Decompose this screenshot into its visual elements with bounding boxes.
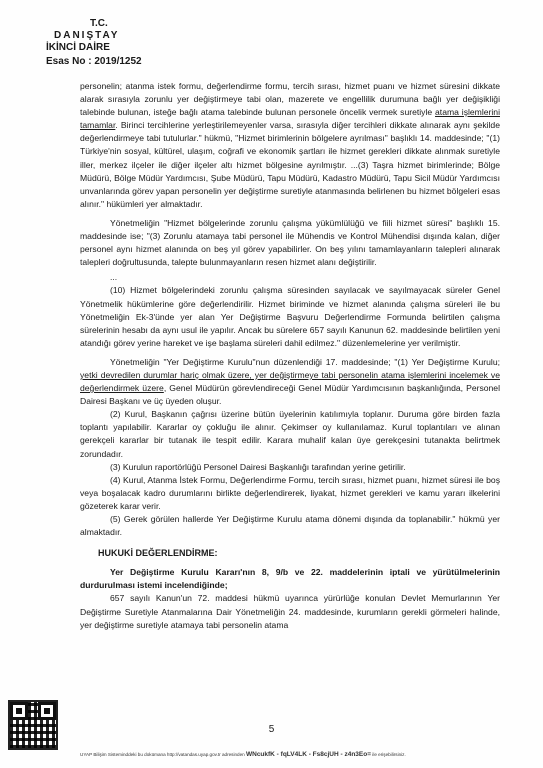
- ellipsis: ...: [110, 272, 118, 283]
- page-number: 5: [268, 724, 275, 735]
- underlined-text: atama işlemlerini tamamlar: [80, 107, 500, 131]
- footer: [80, 752, 510, 758]
- paragraph: 657 sayılı Kanun'un 72. maddesi hükmü uyarınca yürürlüğe konulan Devlet Memurlarının Yer Değiştirme Suretiyle Atanmalarına Dair Yönetmeliğin 24. maddesinde, kurumların gerekli görmeleri halinde, yer değiştirme suretiyle atamaya tabi personelin atama: [80, 593, 500, 630]
- footer-suffix: ile erişebilirsiniz.: [371, 752, 406, 757]
- paragraph: (2) Kurul, Başkanın çağrısı üzerine bütün üyelerinin katılımıyla toplanır. Duruma göre birden fazla toplantı yapılabilir. Kararlar oy çokluğu ile alınır. Çekimser oy kullanılamaz. Kurul toplantıları ve alınan gerekçeli kararlar bir tutanak ile tespit edilir. Karara muhalif kalan üye gerekçesini tutanakta belirtmek zorundadır.: [80, 409, 500, 459]
- header-case-no: Esas No : 2019/1252: [46, 56, 142, 67]
- footer-text: UYAP Bilişim Sisteminddeki bu dokümana http://vatandas.uyap.gov.tr adresinden: [80, 752, 246, 757]
- paragraph: (10) Hizmet bölgelerindeki zorunlu çalışma süresinden sayılacak ve sayılmayacak süreler Genel Yönetmelik hükümlerine göre değerlendirilir. Hizmet biriminde ve hizmet alanında çalışma süreleri ile bu Yönetmeliğin Ek-3'ünde yer alan Yer Değiştirme Başvuru Değerlendirme Formunda belirtilen çalışma sürelerinin hesabı da aynı usul ile yapılır. Ancak bu sürelere 657 sayılı Kanunun 62. maddesinde belirtilen yeni atandığı görev yerine hareket ve işe başlama süreleri dahil edilmez." düzenlemelerine yer verilmiştir.: [80, 285, 500, 348]
- footer-code: WNcukfK - fqLV4LK - Fs8cjUH - z4n3Eo=: [245, 751, 372, 758]
- paragraph: (4) Kurul, Atanma İstek Formu, Değerlendirme Formu, tercih sırası, hizmet puanı, hizmet süresi ile boş veya boşalacak kadro durumlarını birlikte değerlendirerek, liyakat, hizmet gerekleri ve kamu yararı ilkelerini gözeterek karar verir.: [80, 474, 500, 511]
- paragraph: (5) Gerek görülen hallerde Yer Değiştirme Kurulu atama dönemi dışında da toplanabilir." hükmü yer almaktadır.: [80, 514, 500, 538]
- paragraph: (3) Kurulun raportörlüğü Personel Dairesi Başkanlığı tarafından yerine getirilir.: [110, 461, 406, 472]
- header-court: DANIŞTAY: [54, 30, 120, 41]
- document-header: [46, 18, 142, 68]
- paragraph: Yönetmeliğin "Yer Değiştirme Kurulu"nun düzenlendiği 17. maddesinde; "(1) Yer Değiştirme Kurulu; yetki devredilen durumlar hariç olmak üzere, yer değiştirmeye tabi personelin atama işlemlerini incelemek ve değerlendirmek üzere, Genel Müdürün görevlendireceği Genel Müdür Yardımcısının başkanlığında, Personel Dairesi Başkanı ve üç üyeden oluşur.: [80, 356, 500, 407]
- section-title: HUKUKİ DEĞERLENDİRME:: [98, 548, 218, 559]
- paragraph: personelin; atanma istek formu, değerlendirme formu, tercih sırası, hizmet puanı ve hizmet süresini dikkate alarak sırasıyla zorunlu yer değiştirmeye tabi olan, mazerete ve engellilik durumuna bağlı yer değişikliği talebinde bulunan, isteğe bağlı atama talebinde bulunan personele öncelik vermek suretiyle atama işlemlerini tamamlar. Birinci tercihlerine yerleştirilemeyenler varsa, sırasıyla diğer tercihleri dikkate alınarak aynı şekilde değerlendirmeye tabi tutulurlar." hükmü, "Hizmet birimlerinin bölgelere ayrılması" başlıklı 14. maddesinde; "(1) Türkiye'nin sosyal, kültürel, ulaşım, coğrafi ve ekonomik şartları ile hizmet gerekleri dikkate alınmak suretiyle iller, merkez ilçeler ile diğer ilçeler altı hizmet bölgesine ayrılmıştır. ...(3) Taşra hizmet birimlerinde; Bölge Müdürü, Bölge Müdür Yardımcısı, Şube Müdürü, Tapu Müdürü, Kadastro Müdürü, Tapu Sicil Müdür Yardımcısı unvanlarında görev yapan personelin yer değiştirme suretiyle atanmasında belirlenen bu hizmet bölgeleri esas alınır." hükümleri yer almaktadır.: [80, 81, 500, 209]
- document-body: [80, 80, 500, 632]
- header-tc: T.C.: [90, 18, 108, 29]
- underlined-text: yetki devredilen durumlar hariç olmak üzere, yer değiştirmeye tabi personelin atama işlemlerini incelemek ve değerlendirmek üzere: [80, 369, 500, 394]
- paragraph: Yönetmeliğin "Hizmet bölgelerinde zorunlu çalışma yükümlülüğü ve fiili hizmet süresi" başlıklı 15. maddesinde ise; "(3) Zorunlu atamaya tabi personel ile Mühendis ve Kontrol Mühendisi dışında kalan, diğer personel aynı hizmet alanında on beş yıl görev yapabilirler. On beş yılını tamamlayanların talepleri alınarak talepleri doğrultusunda, talepte bulunmayanların resen hizmet alanı değiştirilir.: [80, 217, 500, 268]
- subsection-title: Yer Değiştirme Kurulu Kararı'nın 8, 9/b ve 22. maddelerinin iptali ve yürütülmelerinin durdurulması istemi incelendiğinde;: [80, 567, 500, 591]
- header-chamber: İKİNCİ DAİRE: [46, 42, 110, 53]
